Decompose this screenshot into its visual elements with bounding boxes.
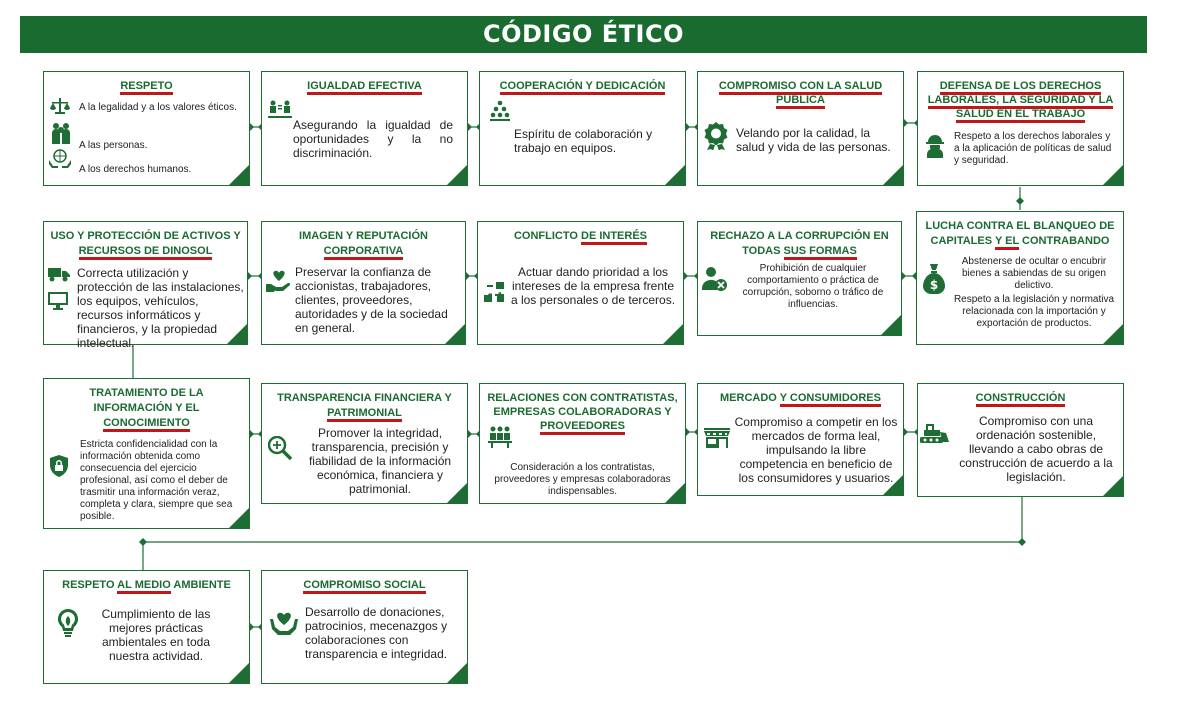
card-mercado xyxy=(697,383,904,496)
card-medio-ambiente xyxy=(43,570,250,684)
card-title: RECHAZO A LA CORRUPCIÓN EN TODAS SUS FORMAS xyxy=(704,229,895,259)
people-icon xyxy=(50,122,72,144)
card-igualdad xyxy=(261,71,468,186)
relaciones-text: Consideración a los contratistas, proveedores y empresas colaboradoras indispensables. xyxy=(494,462,671,497)
card-relaciones xyxy=(479,383,686,504)
eco-bulb-icon xyxy=(58,609,78,639)
no-bribery-icon xyxy=(702,266,728,292)
card-title: MERCADO Y CONSUMIDORES xyxy=(704,391,897,405)
card-informacion xyxy=(43,378,250,529)
card-title: COOPERACIÓN Y DEDICACIÓN xyxy=(486,79,679,93)
blanqueo-text-2: Respeto a la legislación y normativa relacionada con la importación y exportación de productos. xyxy=(953,294,1115,329)
card-title: CONSTRUCCIÓN xyxy=(924,391,1117,405)
money-bag-icon xyxy=(923,264,945,294)
informacion-text: Estricta confidencialidad con la información obtenida como consecuencia del ejercicio profesional, así como el deber de trasmitir una información veraz, completa y clara, siempre que sea posible. xyxy=(80,439,233,522)
social-text: Desarrollo de donaciones, patrocinios, mecenazgos y colaboraciones con transparencia e integridad. xyxy=(305,605,448,661)
construccion-text: Compromiso con una ordenación sostenible, llevando a cabo obras de construcción de acuerdo a la legislación. xyxy=(959,414,1113,484)
swap-folders-icon xyxy=(483,282,505,304)
quality-badge-icon xyxy=(704,122,728,150)
team-pyramid-icon xyxy=(490,100,510,122)
monitor-icon xyxy=(48,292,68,310)
scales-icon xyxy=(50,96,70,116)
card-title: TRANSPARENCIA FINANCIERA Y PATRIMONIAL xyxy=(268,391,461,421)
card-blanqueo xyxy=(916,211,1124,345)
card-title: TRATAMIENTO DE LA INFORMACIÓN Y EL CONOCIMIENTO xyxy=(50,386,243,431)
truck-icon xyxy=(48,266,70,282)
conflicto-text: Actuar dando prioridad a los intereses de la empresa frente a los personales o de terceros. xyxy=(510,265,676,307)
cooperacion-text: Espíritu de colaboración y trabajo en equipos. xyxy=(514,127,653,155)
bulldozer-icon xyxy=(920,422,950,444)
respeto-line-3: A los derechos humanos. xyxy=(79,164,192,175)
card-title: COMPROMISO SOCIAL xyxy=(268,578,461,592)
respeto-line-2: A las personas. xyxy=(79,140,148,151)
card-construccion xyxy=(917,383,1124,497)
shield-lock-icon xyxy=(50,455,68,477)
card-imagen xyxy=(261,221,466,345)
globe-hands-icon xyxy=(49,148,71,170)
worker-helmet-icon xyxy=(926,134,944,158)
corrupcion-text: Prohibición de cualquier comportamiento o práctica de corrupción, soborno o tráfico de influencias. xyxy=(742,263,884,310)
equality-icon xyxy=(268,100,292,120)
salud-text: Velando por la calidad, la salud y vida de las personas. xyxy=(736,126,891,154)
card-title: IGUALDAD EFECTIVA xyxy=(268,79,461,93)
card-transparencia xyxy=(261,383,468,504)
heart-hands-icon xyxy=(270,611,298,635)
medio-text: Cumplimiento de las mejores prácticas ambientales en toda nuestra actividad. xyxy=(101,607,211,663)
imagen-text: Preservar la confianza de accionistas, trabajadores, clientes, proveedores, autoridades y de la sociedad en general. xyxy=(295,265,448,335)
activos-text: Correcta utilización y protección de las instalaciones, los equipos, vehículos, recursos informáticos y financieros, y la propiedad intelectual. xyxy=(77,266,244,350)
magnifier-icon xyxy=(268,436,292,460)
heart-hand-icon xyxy=(266,270,292,292)
card-title: RESPETO xyxy=(50,79,243,93)
store-icon xyxy=(704,426,730,448)
card-cooperacion xyxy=(479,71,686,186)
card-salud xyxy=(697,71,904,186)
card-respeto xyxy=(43,71,250,186)
card-title: USO Y PROTECCIÓN DE ACTIVOS Y RECURSOS DE DINOSOL xyxy=(50,229,241,259)
blanqueo-text-1: Abstenerse de ocultar o encubrir bienes a sabiendas de su origen delictivo. xyxy=(961,256,1107,291)
card-activos xyxy=(43,221,248,350)
card-title: RELACIONES CON CONTRATISTAS, EMPRESAS COLABORADORAS Y PROVEEDORES xyxy=(486,391,679,433)
card-laborales xyxy=(917,71,1124,186)
card-title: COMPROMISO CON LA SALUD PÚBLICA xyxy=(704,79,897,107)
transparencia-text: Promover la integridad, transparencia, precisión y fiabilidad de la información económica, financiera y patrimonial. xyxy=(308,426,452,496)
respeto-line-1: A la legalidad y a los valores éticos. xyxy=(79,102,237,113)
card-title: LUCHA CONTRA EL BLANQUEO DE CAPITALES Y EL CONTRABANDO xyxy=(923,219,1117,249)
igualdad-text: Asegurando la igualdad de oportunidades y la no discriminación. xyxy=(293,118,453,160)
card-title: CONFLICTO DE INTERÉS xyxy=(484,229,677,243)
laborales-text: Respeto a los derechos laborales y a la aplicación de políticas de salud y seguridad. xyxy=(954,131,1112,166)
meeting-icon xyxy=(488,426,512,448)
mercado-text: Compromiso a competir en los mercados de forma leal, impulsando la libre competencia en beneficio de los consumidores y usuarios. xyxy=(734,415,898,485)
card-title: DEFENSA DE LOS DERECHOS LABORALES, LA SEGURIDAD Y LA SALUD EN EL TRABAJO xyxy=(924,79,1117,121)
page-title: CÓDIGO ÉTICO xyxy=(20,16,1147,53)
card-corrupcion xyxy=(697,221,902,336)
card-conflicto xyxy=(477,221,684,345)
card-social xyxy=(261,570,468,684)
svg-text:$: $ xyxy=(929,278,939,292)
card-title: IMAGEN Y REPUTACIÓN CORPORATIVA xyxy=(268,229,459,259)
card-title: RESPETO AL MEDIO AMBIENTE xyxy=(50,578,243,592)
